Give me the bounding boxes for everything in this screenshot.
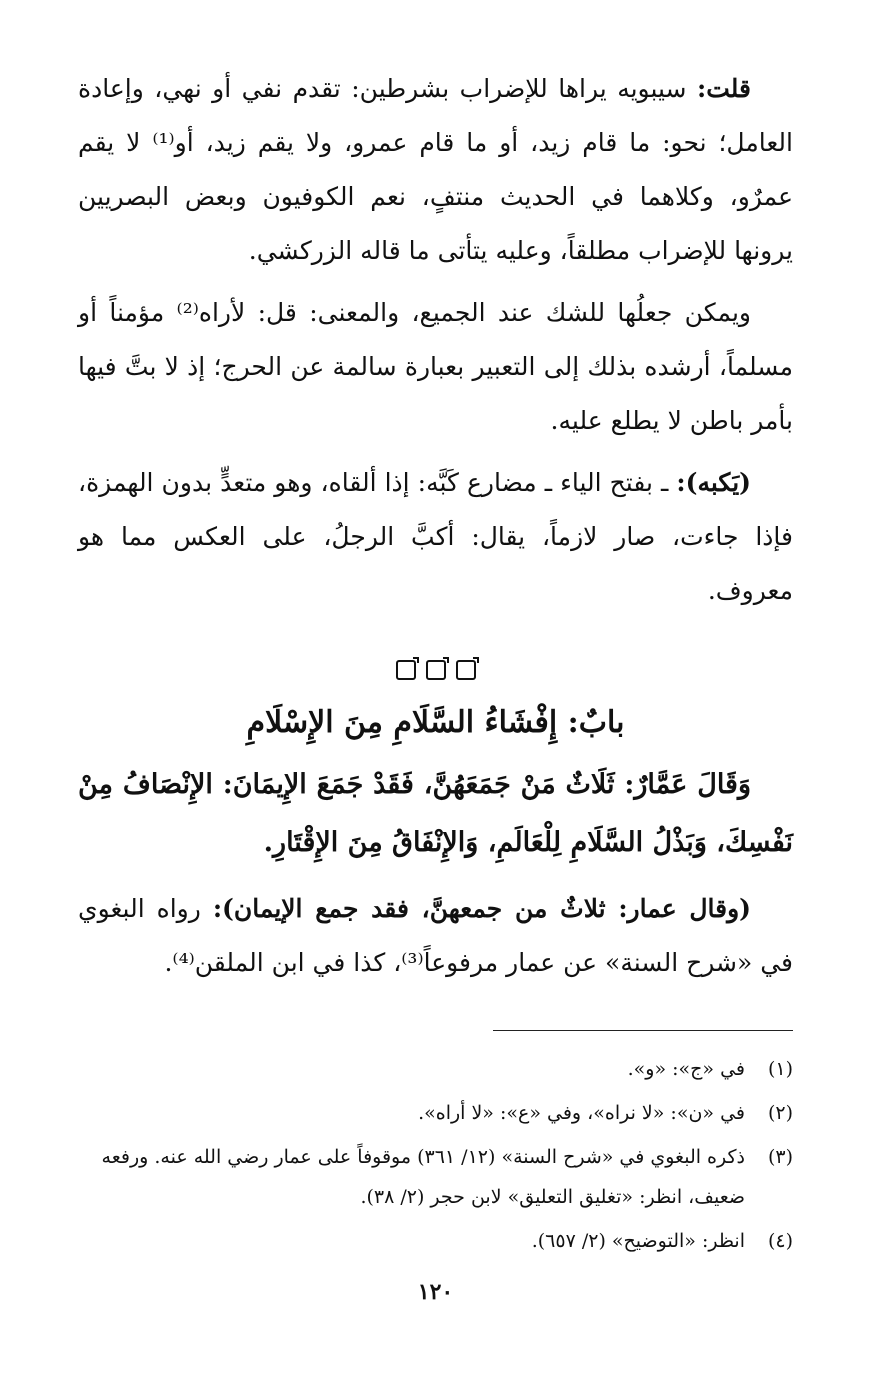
separator-box-icon xyxy=(426,660,446,680)
paragraph-1-text: سيبويه يراها للإضراب بشرطين: تقدم نفي أو نهي، وإعادة العامل؛ نحو: ما قام زيد، أو ما قام عمرو، ولا يقم زيد، أو⁽¹⁾ لا يقم عمرٌو، وكلاهما في الحديث منتفٍ، نعم الكوفيون وبعض البصريين يرونها للإضراب مطلقاً، وعليه يتأتى ما قاله الزركشي. xyxy=(78,74,793,265)
paragraph-4 xyxy=(78,882,793,990)
paragraph-1 xyxy=(78,62,793,278)
footnote-text: في «ن»: «لا نراه»، وفي «ع»: «لا أراه». xyxy=(418,1102,745,1124)
footnote-number: (١) xyxy=(767,1058,793,1080)
footnote-number: (٢) xyxy=(767,1102,793,1124)
footnote-number: (٤) xyxy=(767,1230,793,1252)
hadith-text: وَقَالَ عَمَّارٌ: ثَلَاثٌ مَنْ جَمَعَهُنَّ، فَقَدْ جَمَعَ الإِيمَانَ: الإِنْصَافُ مِنْ نَفْسِكَ، وَبَذْلُ السَّلَامِ لِلْعَالَمِ، وَالإِنْفَاقُ مِنَ الإِقْتَارِ. xyxy=(78,769,793,858)
paragraph-2 xyxy=(78,286,793,448)
footnotes xyxy=(78,1049,793,1261)
paragraph-4-lead: (وقال عمار: ثلاثٌ من جمعهنَّ، فقد جمع الإيمان): xyxy=(212,894,751,923)
paragraph-1-lead: قلت: xyxy=(696,74,751,103)
footnote-text: في «ج»: «و». xyxy=(627,1058,745,1080)
section-separator xyxy=(78,660,793,680)
separator-box-icon xyxy=(396,660,416,680)
page-content xyxy=(78,62,793,1305)
paragraph-4-text: رواه البغوي في «شرح السنة» عن عمار مرفوعاً⁽³⁾، كذا في ابن الملقن⁽⁴⁾. xyxy=(78,894,793,977)
footnote-3 xyxy=(78,1137,793,1217)
footnote-text: انظر: «التوضيح» (٢/ ٦٥٧). xyxy=(531,1230,745,1252)
chapter-title: بابٌ: إِفْشَاءُ السَّلَامِ مِنَ الإِسْلَامِ xyxy=(246,705,625,740)
paragraph-2-text: ويمكن جعلُها للشك عند الجميع، والمعنى: قل: لأراه⁽²⁾ مؤمناً أو مسلماً، أرشده بذلك إلى التعبير بعبارة سالمة عن الحرج؛ إذ لا بتَّ فيها بأمر باطن لا يطلع عليه. xyxy=(78,298,793,435)
footnote-divider xyxy=(493,1030,793,1031)
paragraph-3-text: ـ بفتح الياء ـ مضارع كَبَّه: إذا ألقاه، وهو متعدٍّ بدون الهمزة، فإذا جاءت، صار لازماً، يقال: أكبَّ الرجلُ، على العكس مما هو معروف. xyxy=(78,468,793,605)
page-number: ١٢٠ xyxy=(417,1279,454,1305)
paragraph-3-lead: (يَكبه): xyxy=(676,468,751,497)
separator-box-icon xyxy=(456,660,476,680)
paragraph-3 xyxy=(78,456,793,618)
footnote-text: ذكره البغوي في «شرح السنة» (١٢/ ٣٦١) موقوفاً على عمار رضي الله عنه. ورفعه ضعيف، انظر: «تغليق التعليق» لابن حجر (٢/ ٣٨). xyxy=(101,1146,745,1208)
footnote-number: (٣) xyxy=(767,1146,793,1168)
footnote-2 xyxy=(78,1093,793,1133)
footnote-1 xyxy=(78,1049,793,1089)
footnote-4 xyxy=(78,1221,793,1261)
